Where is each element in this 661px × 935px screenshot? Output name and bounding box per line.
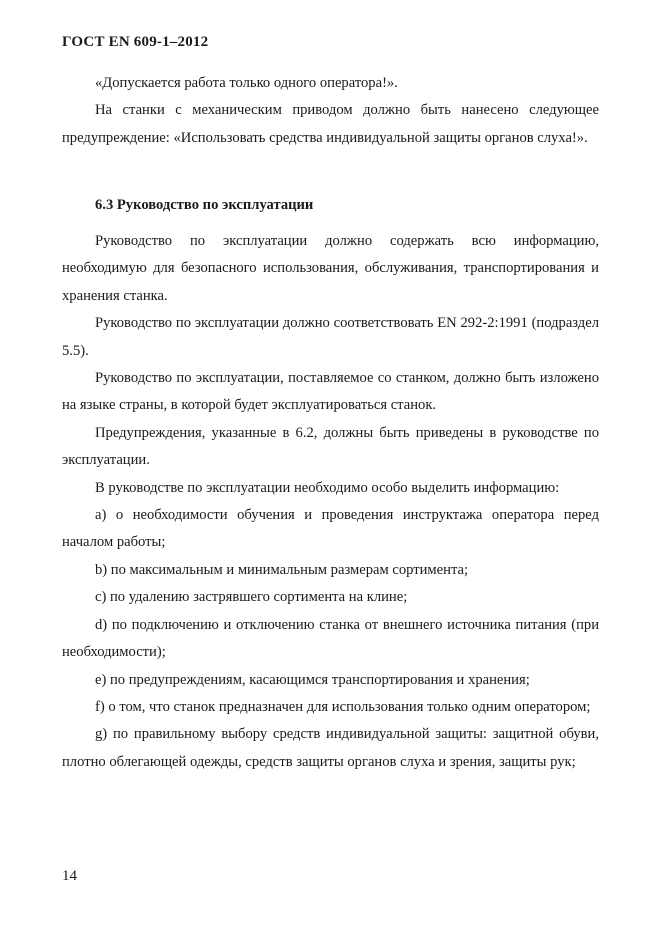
paragraph: На станки с механическим приводом должно быть нанесено следующее предупреждение: «Использовать средства индивидуальной защиты органов слуха!».	[62, 102, 599, 146]
paragraph: Предупреждения, указанные в 6.2, должны быть приведены в руководстве по эксплуатации.	[62, 424, 599, 469]
paragraph: Руководство по эксплуатации должно содержать всю информацию, необходимую для безопасного использования, обслуживания, транспортирования и хранения станка.	[62, 233, 599, 304]
paragraph: Руководство по эксплуатации должно соответствовать EN 292-2:1991 (подраздел 5.5).	[62, 315, 599, 359]
list-item-e: e) по предупреждениям, касающимся транспортирования и хранения;	[95, 671, 530, 688]
list-item-f: f) о том, что станок предназначен для использования только одним оператором;	[95, 698, 591, 715]
paragraph: «Допускается работа только одного оператора!».	[95, 75, 398, 91]
intro-text	[62, 70, 599, 152]
paragraph: В руководстве по эксплуатации необходимо особо выделить информацию:	[95, 479, 560, 496]
list-item-d: d) по подключению и отключению станка от внешнего источника питания (при необходимости);	[62, 616, 599, 661]
section-heading: 6.3 Руководство по эксплуатации	[95, 197, 314, 213]
paragraph: Руководство по эксплуатации, поставляемое со станком, должно быть изложено на языке страны, в которой будет эксплуатироваться станок.	[62, 370, 599, 414]
list-item-c: c) по удалению застрявшего сортимента на клине;	[95, 589, 408, 606]
list-item-g: g) по правильному выбору средств индивидуальной защиты: защитной обуви, плотно облегающей одежды, средств защиты органов слуха и зрения, защиты рук;	[62, 726, 599, 770]
running-header: ГОСТ EN 609-1–2012	[62, 34, 209, 50]
section-body	[62, 228, 599, 776]
list-item-a: a) о необходимости обучения и проведения инструктажа оператора перед началом работы;	[62, 507, 599, 551]
list-item-b: b) по максимальным и минимальным размерам сортимента;	[95, 561, 469, 578]
page-number: 14	[62, 868, 77, 884]
